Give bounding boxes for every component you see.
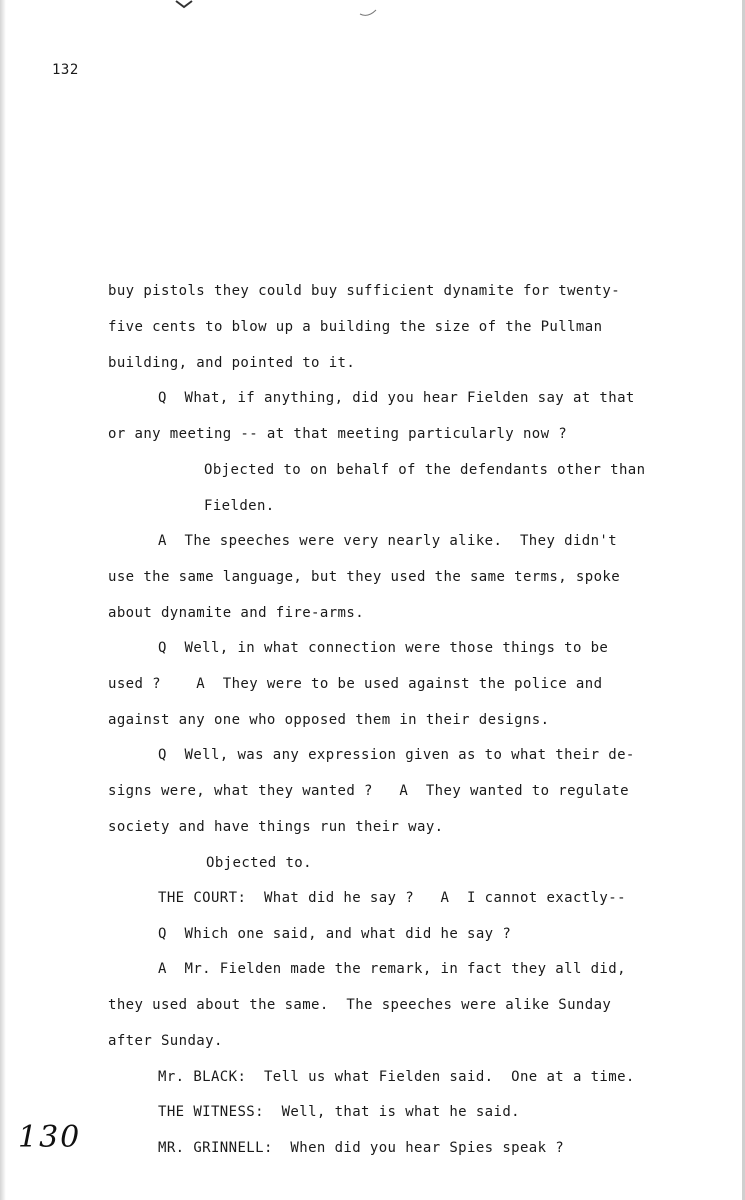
text-line: signs were, what they wanted ? A They wanted to regulate (108, 783, 629, 799)
text-line: use the same language, but they used the same terms, spoke (108, 569, 621, 585)
text-line: building, and pointed to it. (108, 355, 356, 371)
page-number: 132 (52, 62, 79, 78)
text-line: THE WITNESS: Well, that is what he said. (158, 1104, 520, 1120)
text-line: they used about the same. The speeches were alike Sunday (108, 997, 612, 1013)
text-line: Q Which one said, and what did he say ? (158, 926, 512, 942)
scan-smudge-icon (358, 4, 378, 18)
text-line: Fielden. (204, 498, 275, 514)
text-line: A The speeches were very nearly alike. They didn't (158, 533, 618, 549)
text-line: Objected to on behalf of the defendants other than (204, 462, 646, 478)
text-line: Q Well, was any expression given as to what their de- (158, 747, 635, 763)
text-line: Q What, if anything, did you hear Fielden say at that (158, 390, 635, 406)
text-line: buy pistols they could buy sufficient dynamite for twenty- (108, 283, 621, 299)
text-line: five cents to blow up a building the size of the Pullman (108, 319, 603, 335)
text-line: Mr. BLACK: Tell us what Fielden said. One at a time. (158, 1069, 635, 1085)
text-line: A Mr. Fielden made the remark, in fact they all did, (158, 961, 626, 977)
text-line: Q Well, in what connection were those things to be (158, 640, 609, 656)
scan-mark-icon (174, 0, 196, 10)
text-line: against any one who opposed them in their designs. (108, 712, 550, 728)
text-line: THE COURT: What did he say ? A I cannot exactly-- (158, 890, 626, 906)
text-line: used ? A They were to be used against the police and (108, 676, 603, 692)
text-line: after Sunday. (108, 1033, 223, 1049)
text-line: about dynamite and fire-arms. (108, 605, 365, 621)
handwritten-page-note: 130 (18, 1120, 82, 1155)
text-line: Objected to. (206, 855, 312, 871)
text-line: or any meeting -- at that meeting particularly now ? (108, 426, 568, 442)
text-line: society and have things run their way. (108, 819, 444, 835)
text-line: MR. GRINNELL: When did you hear Spies speak ? (158, 1140, 565, 1156)
scan-edge-left (0, 0, 6, 1200)
